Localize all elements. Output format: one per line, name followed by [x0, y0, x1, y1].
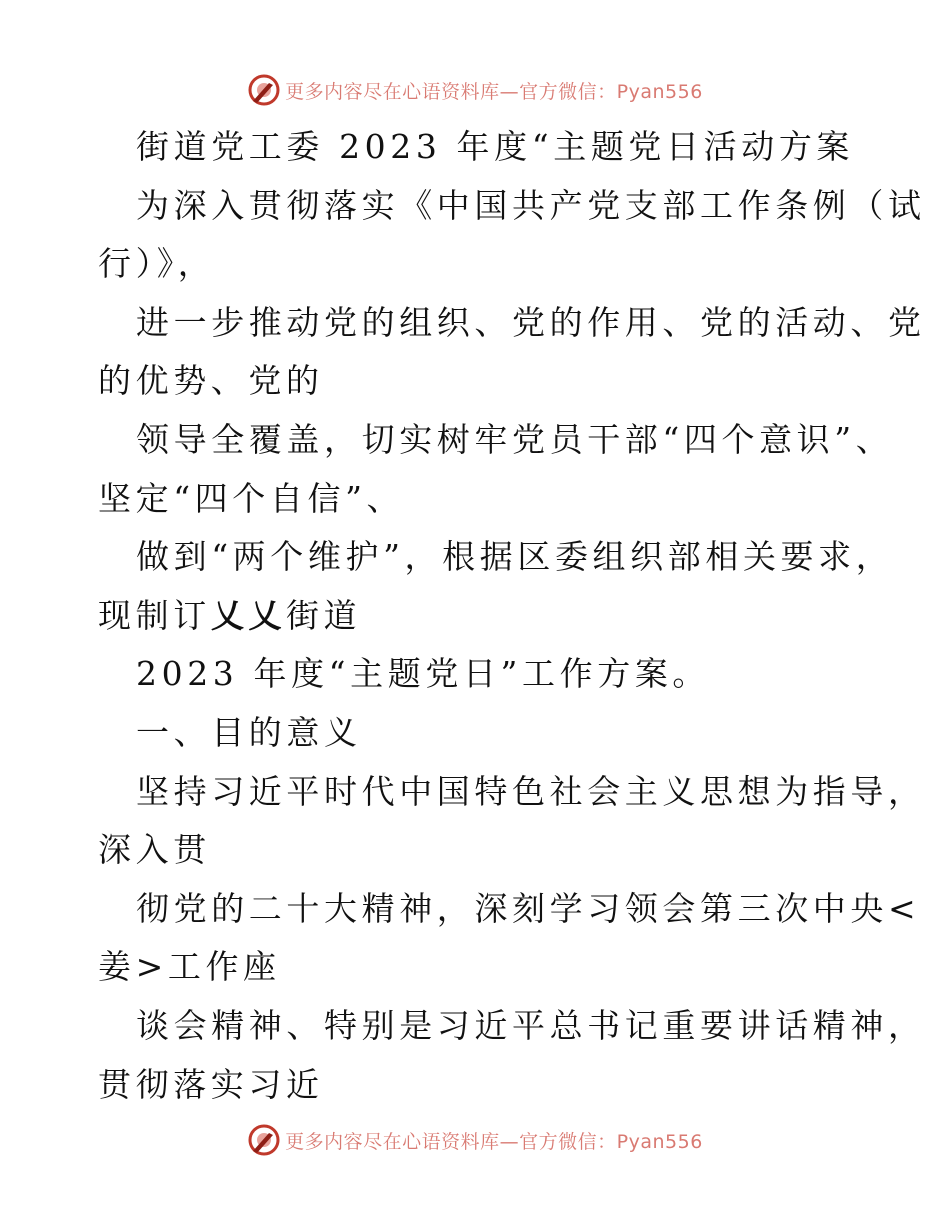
doc-line: 领导全覆盖，切实树牢党员干部“四个意识”、	[136, 419, 894, 459]
doc-line: 做到“两个维护”，根据区委组织部相关要求，	[136, 537, 894, 577]
doc-line-after: 街道	[286, 595, 362, 635]
doc-line	[98, 587, 868, 646]
doc-line: 街道党工委 2023 年度“主题党日活动方案	[136, 127, 855, 166]
doc-line: 为深入贯彻落实《中国共产党支部工作条例（试	[136, 185, 926, 225]
doc-line: 深入贯	[98, 830, 211, 870]
watermark-header	[0, 70, 950, 110]
watermark-text: 更多内容尽在心语资料库—官方微信：Pyan556	[285, 80, 703, 103]
watermark-logo-icon	[247, 73, 281, 107]
doc-line: 坚定“四个自信”、	[98, 478, 405, 518]
doc-line: 姜>工作座	[98, 947, 281, 987]
watermark-text: 更多内容尽在心语资料库—官方微信：Pyan556	[285, 1130, 703, 1153]
placeholder-mark: 乂乂	[210, 595, 287, 635]
doc-line: 行）》，	[98, 244, 216, 284]
doc-line: 谈会精神、特别是习近平总书记重要讲话精神，	[136, 1005, 926, 1045]
doc-line: 的优势、党的	[98, 361, 324, 401]
watermark-footer	[0, 1120, 950, 1160]
doc-line: 坚持习近平时代中国特色社会主义思想为指导，	[136, 771, 926, 811]
section-heading: 一、目的意义	[136, 712, 362, 752]
doc-line: 进一步推动党的组织、党的作用、党的活动、党	[136, 302, 926, 342]
doc-line: 彻党的二十大精神，深刻学习领会第三次中央<	[136, 888, 921, 928]
watermark-logo-icon	[247, 1123, 281, 1157]
doc-line-before: 现制订	[98, 595, 211, 635]
doc-line: 2023 年度“主题党日”工作方案。	[136, 654, 711, 694]
document-body	[98, 118, 926, 1114]
doc-line: 贯彻落实习近	[98, 1064, 324, 1104]
